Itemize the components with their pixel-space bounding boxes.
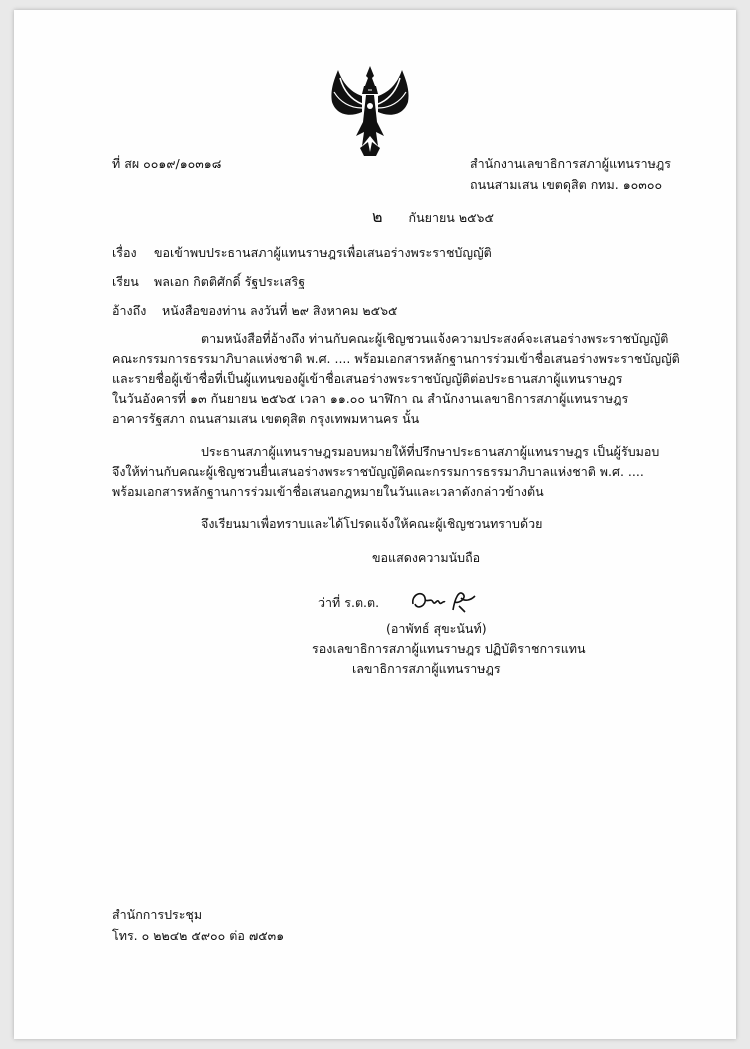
closing: ขอแสดงความนับถือ xyxy=(372,550,481,565)
subject-label: เรื่อง xyxy=(112,245,137,260)
paragraph-3: จึงเรียนมาเพื่อทราบและได้โปรดแจ้งให้คณะผู้เชิญชวนทราบด้วย xyxy=(201,516,543,531)
paragraph-line: อาคารรัฐสภา ถนนสามเสน เขตดุสิต กรุงเทพมหานคร นั้น xyxy=(112,411,420,426)
footer-phone: โทร. ๐ ๒๒๔๒ ๕๙๐๐ ต่อ ๗๕๓๑ xyxy=(112,928,285,943)
handwritten-signature xyxy=(409,588,479,614)
letter-date xyxy=(372,209,494,226)
reference-number: ที่ สผ ๐๐๑๙/๑๐๓๑๘ xyxy=(112,156,222,171)
footer-department: สำนักการประชุม xyxy=(112,907,203,922)
recipient-name: พลเอก กิตติศักดิ์ รัฐประเสริฐ xyxy=(153,274,306,289)
subject-text: ขอเข้าพบประธานสภาผู้แทนราษฎรเพื่อเสนอร่างพระราชบัญญัติ xyxy=(153,245,492,260)
signer-title-line-1: รองเลขาธิการสภาผู้แทนราษฎร ปฏิบัติราชการแทน xyxy=(312,641,586,656)
reference-line xyxy=(112,303,398,319)
recipient-line xyxy=(112,274,305,290)
recipient-label: เรียน xyxy=(112,274,139,289)
letter-page xyxy=(14,10,736,1039)
signature-prefix: ว่าที่ ร.ต.ต. xyxy=(318,595,380,610)
sender-address: ถนนสามเสน เขตดุสิต กทม. ๑๐๓๐๐ xyxy=(470,177,663,192)
paragraph-line: ในวันอังคารที่ ๑๓ กันยายน ๒๕๖๕ เวลา ๑๑.๐๐ นาฬิกา ณ สำนักงานเลขาธิการสภาผู้แทนราษฎร xyxy=(112,391,629,406)
sender-office: สำนักงานเลขาธิการสภาผู้แทนราษฎร xyxy=(470,156,671,171)
reference-label: อ้างถึง xyxy=(112,303,147,318)
paragraph-line: ตามหนังสือที่อ้างถึง ท่านกับคณะผู้เชิญชวนแจ้งความประสงค์จะเสนอร่างพระราชบัญญัติ xyxy=(201,331,669,346)
signer-name: (อาพัทธ์ สุขะนันท์) xyxy=(386,621,487,636)
paragraph-line: และรายชื่อผู้เข้าชื่อที่เป็นผู้แทนของผู้เข้าชื่อเสนอร่างพระราชบัญญัติต่อประธานสภาผู้แทนราษฎร xyxy=(112,371,623,386)
subject-line xyxy=(112,245,492,261)
date-rest: กันยายน ๒๕๖๕ xyxy=(408,210,494,225)
reference-text: หนังสือของท่าน ลงวันที่ ๒๙ สิงหาคม ๒๕๖๕ xyxy=(161,303,398,318)
garuda-emblem xyxy=(320,62,420,162)
date-day: ๒ xyxy=(372,207,383,226)
signer-title-line-2: เลขาธิการสภาผู้แทนราษฎร xyxy=(352,661,501,676)
paragraph-line: จึงให้ท่านกับคณะผู้เชิญชวนยื่นเสนอร่างพระราชบัญญัติคณะกรรมการธรรมาภิบาลแห่งชาติ พ.ศ. .... xyxy=(112,464,644,479)
paragraph-line: ประธานสภาผู้แทนราษฎรมอบหมายให้ที่ปรึกษาประธานสภาผู้แทนราษฎร เป็นผู้รับมอบ xyxy=(201,444,660,459)
paragraph-line: พร้อมเอกสารหลักฐานการร่วมเข้าชื่อเสนอกฎหมายในวันและเวลาดังกล่าวข้างต้น xyxy=(112,484,544,499)
paragraph-line: คณะกรรมการธรรมาภิบาลแห่งชาติ พ.ศ. .... พร้อมเอกสารหลักฐานการร่วมเข้าชื่อเสนอร่างพระราชบัญญัติ xyxy=(112,351,680,366)
